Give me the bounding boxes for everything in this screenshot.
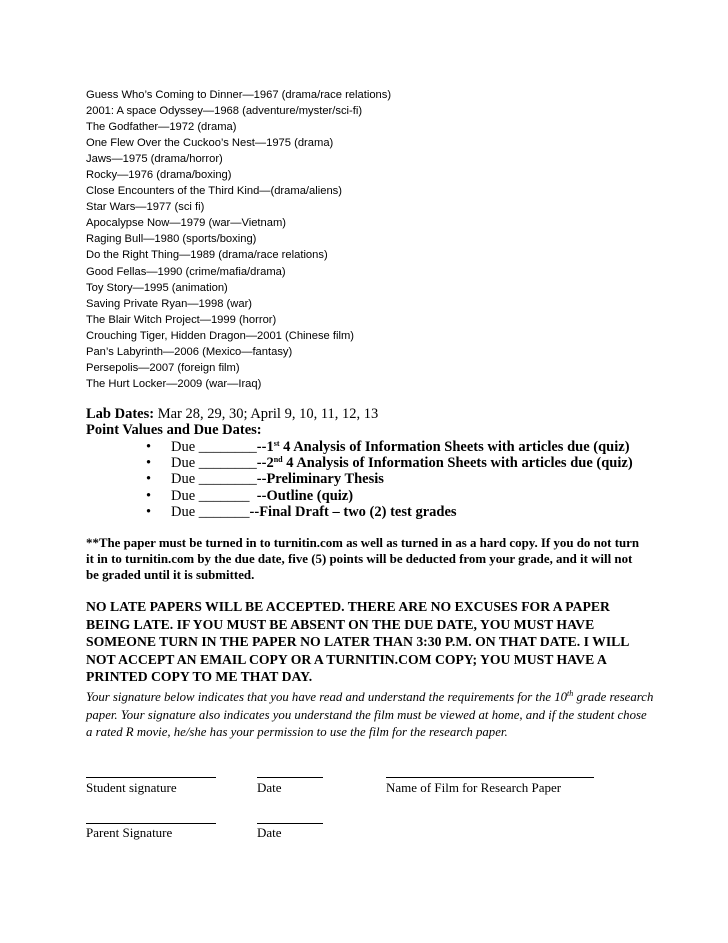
- due-desc: 4 Analysis of Information Sheets with articles due (quiz): [279, 439, 630, 455]
- signature-note-before: Your signature below indicates that you have read and understand the requirements for the 10: [86, 690, 568, 704]
- signature-note-after: grade research paper. Your signature also indicates you understand the film must be viewed at home, and if the student chose a rated R movie, he/she has your permission to use the film for the research paper.: [86, 690, 654, 739]
- film-item: Good Fellas—1990 (crime/mafia/drama): [86, 265, 286, 278]
- late-policy: NO LATE PAPERS WILL BE ACCEPTED. THERE ARE NO EXCUSES FOR A PAPER BEING LATE. IF YOU MUST BE ABSENT ON THE DUE DATE, YOU MUST HAVE SOMEONE TURN IN THE PAPER NO LATER THAN 3:30 P.M. ON THAT DATE. I WILL NOT ACCEPT AN EMAIL COPY OR A TURNITIN.COM COPY; YOU MUST HAVE A PRINTED COPY TO ME THAT DAY.: [86, 599, 629, 684]
- film-item: One Flew Over the Cuckoo’s Nest—1975 (drama): [86, 137, 334, 150]
- film-item: The Blair Witch Project—1999 (horror): [86, 313, 277, 326]
- film-item: The Hurt Locker—2009 (war—Iraq): [86, 377, 262, 390]
- film-item: Pan’s Labyrinth—2006 (Mexico—fantasy): [86, 345, 293, 358]
- parent-signature-line[interactable]: [86, 823, 216, 824]
- film-item: 2001: A space Odyssey—1968 (adventure/myster/sci-fi): [86, 105, 363, 118]
- film-name-label: Name of Film for Research Paper: [386, 780, 562, 795]
- due-ordinal: nd: [273, 455, 283, 465]
- film-item: Crouching Tiger, Hidden Dragon—2001 (Chinese film): [86, 329, 355, 342]
- due-item: [146, 455, 633, 471]
- point-values-heading: Point Values and Due Dates:: [86, 422, 262, 438]
- student-signature-label: Student signature: [86, 780, 177, 795]
- film-item: Guess Who’s Coming to Dinner—1967 (drama/race relations): [86, 89, 392, 101]
- due-desc: 4 Analysis of Information Sheets with articles due (quiz): [282, 455, 633, 472]
- due-desc-prefix: --Final Draft – two (2) test grades: [249, 503, 457, 520]
- film-list: [86, 87, 391, 392]
- film-item: Do the Right Thing—1989 (drama/race relations): [86, 249, 328, 262]
- film-item: Star Wars—1977 (sci fi): [86, 201, 205, 214]
- due-desc-prefix: --Preliminary Thesis: [256, 471, 384, 488]
- parent-date-label: Date: [257, 825, 282, 840]
- due-ordinal: st: [273, 439, 280, 448]
- film-item: Saving Private Ryan—1998 (war): [86, 297, 253, 310]
- due-desc-prefix: --2: [256, 455, 274, 472]
- due-dates-list: [146, 439, 633, 520]
- lab-dates-label: Lab Dates:: [86, 406, 155, 422]
- due-blank: Due ________: [171, 439, 257, 455]
- parent-date-line[interactable]: [257, 823, 323, 824]
- date-label: Date: [257, 780, 282, 795]
- film-item: Raging Bull—1980 (sports/boxing): [86, 233, 257, 246]
- date-line[interactable]: [257, 777, 323, 778]
- parent-signature-label: Parent Signature: [86, 825, 173, 840]
- due-item: [146, 504, 633, 520]
- due-item: [146, 439, 633, 455]
- due-blank: Due _______: [171, 503, 250, 520]
- due-desc-prefix: --Outline (quiz): [253, 487, 354, 504]
- due-item: [146, 471, 633, 487]
- student-signature-line[interactable]: [86, 777, 216, 778]
- turnitin-note: **The paper must be turned in to turnitin.com as well as turned in as a hard copy. If you do not turn it in to turnitin.com by the due date, five (5) points will be deducted from your grade, and it will not be graded until it is submitted.: [86, 536, 640, 582]
- film-item: The Godfather—1972 (drama): [86, 121, 237, 134]
- due-blank: Due ________: [171, 455, 257, 472]
- film-item: Jaws—1975 (drama/horror): [86, 153, 223, 166]
- film-name-line[interactable]: [386, 777, 594, 778]
- film-item: Rocky—1976 (drama/boxing): [86, 169, 232, 182]
- due-blank: Due _______: [171, 487, 254, 504]
- film-item: Close Encounters of the Third Kind—(drama/aliens): [86, 185, 342, 198]
- signature-note-ordinal: th: [567, 689, 574, 698]
- lab-dates-value: Mar 28, 29, 30; April 9, 10, 11, 12, 13: [157, 406, 379, 422]
- due-desc-prefix: --1: [256, 439, 274, 455]
- signature-note: [86, 689, 656, 742]
- film-item: Apocalypse Now—1979 (war—Vietnam): [86, 217, 287, 230]
- film-item: Persepolis—2007 (foreign film): [86, 361, 240, 374]
- lab-dates: [86, 406, 378, 422]
- film-item: Toy Story—1995 (animation): [86, 281, 228, 294]
- due-item: [146, 488, 633, 504]
- due-blank: Due ________: [171, 471, 257, 488]
